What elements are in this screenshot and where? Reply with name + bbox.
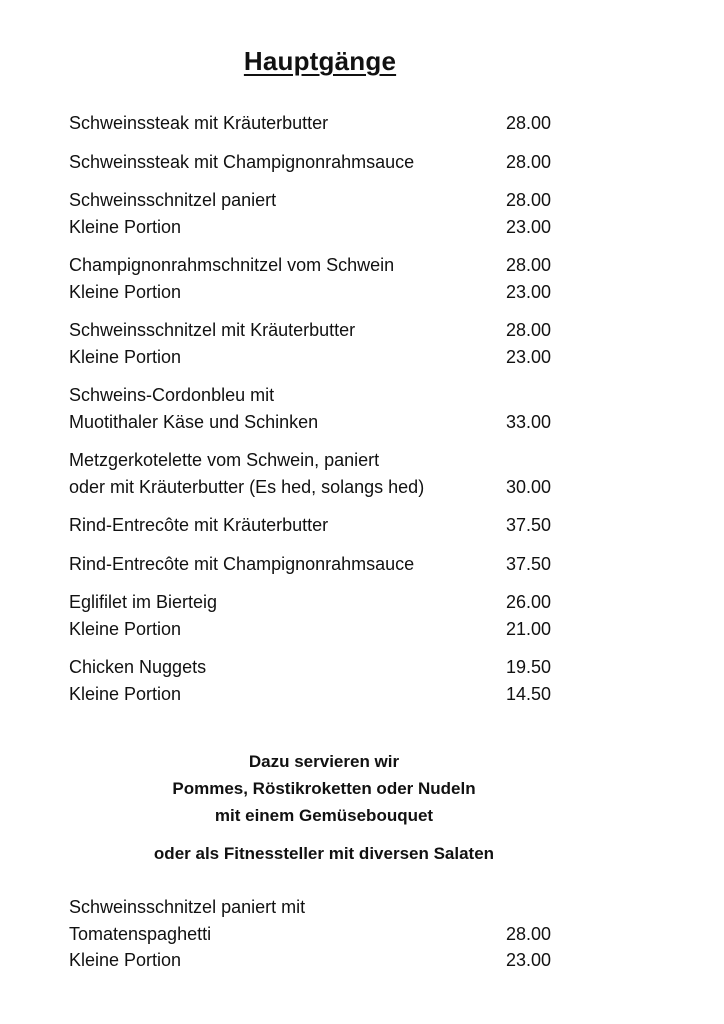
menu-item bbox=[69, 512, 551, 539]
dish-price: 37.50 bbox=[505, 553, 551, 574]
dish-price: 28.00 bbox=[505, 255, 551, 275]
dish-name: Chicken Nuggets bbox=[69, 657, 207, 677]
dish-price: 28.00 bbox=[505, 113, 551, 133]
menu-item bbox=[69, 551, 551, 578]
dish-name: Schweinsschnitzel mit Kräuterbutter bbox=[69, 320, 356, 340]
dish-price: 33.00 bbox=[505, 411, 551, 432]
menu-line bbox=[69, 252, 551, 279]
dish-name: Rind-Entrecôte mit Kräuterbutter bbox=[69, 515, 329, 535]
dish-name: Kleine Portion bbox=[69, 281, 182, 302]
dish-price: 26.00 bbox=[505, 592, 551, 612]
menu-line bbox=[69, 654, 551, 681]
dish-price: 30.00 bbox=[505, 476, 551, 497]
menu-item bbox=[69, 149, 551, 176]
side-note-line-3: mit einem Gemüsebouquet bbox=[214, 806, 434, 825]
menu-line bbox=[69, 187, 551, 214]
menu-line bbox=[69, 947, 551, 974]
menu-line bbox=[69, 279, 551, 306]
extra-menu-item bbox=[69, 894, 551, 974]
menu-line bbox=[69, 474, 551, 501]
dish-name: Metzgerkotelette vom Schwein, paniert bbox=[69, 450, 380, 470]
dish-name: Schweins-Cordonbleu mit bbox=[69, 385, 275, 405]
menu-line bbox=[69, 512, 551, 539]
dish-name: Schweinssteak mit Champignonrahmsauce bbox=[69, 151, 415, 172]
menu-line bbox=[69, 921, 551, 948]
dish-name: Kleine Portion bbox=[69, 346, 182, 367]
dish-price: 37.50 bbox=[505, 515, 551, 535]
dish-price: 28.00 bbox=[505, 151, 551, 172]
menu-line bbox=[69, 894, 551, 921]
menu-line bbox=[69, 681, 551, 708]
menu-line bbox=[69, 382, 551, 409]
dish-price: 23.00 bbox=[505, 346, 551, 367]
menu-line bbox=[69, 616, 551, 643]
dish-name: Kleine Portion bbox=[69, 216, 182, 237]
menu-line bbox=[69, 214, 551, 241]
dish-name: Eglifilet im Bierteig bbox=[69, 592, 218, 612]
dish-price: 19.50 bbox=[505, 657, 551, 677]
menu-list bbox=[69, 110, 551, 719]
menu-item bbox=[69, 654, 551, 707]
dish-name: oder mit Kräuterbutter (Es hed, solangs hed) bbox=[69, 476, 425, 497]
menu-item bbox=[69, 187, 551, 240]
dish-price: 23.00 bbox=[505, 216, 551, 237]
menu-item bbox=[69, 382, 551, 435]
menu-item bbox=[69, 110, 551, 137]
menu-item bbox=[69, 589, 551, 642]
dish-price: 21.00 bbox=[505, 618, 551, 639]
fitness-plate-note: oder als Fitnessteller mit diversen Salaten bbox=[153, 844, 495, 863]
menu-line bbox=[69, 447, 551, 474]
menu-line bbox=[69, 551, 551, 578]
side-note-line-2: Pommes, Röstikroketten oder Nudeln bbox=[172, 779, 476, 798]
dish-price: 28.00 bbox=[505, 320, 551, 340]
dish-name: Kleine Portion bbox=[69, 950, 182, 970]
menu-item bbox=[69, 252, 551, 305]
menu-item bbox=[69, 447, 551, 500]
menu-line bbox=[69, 409, 551, 436]
menu-line bbox=[69, 149, 551, 176]
dish-price: 14.50 bbox=[505, 683, 551, 704]
page-title: Hauptgänge bbox=[243, 46, 397, 76]
menu-item bbox=[69, 317, 551, 370]
dish-price: 23.00 bbox=[505, 281, 551, 302]
dish-price: 28.00 bbox=[505, 923, 551, 944]
dish-price: 28.00 bbox=[505, 190, 551, 210]
dish-name: Schweinssteak mit Kräuterbutter bbox=[69, 113, 329, 133]
dish-name: Tomatenspaghetti bbox=[69, 923, 212, 944]
dish-name: Muotithaler Käse und Schinken bbox=[69, 411, 319, 432]
side-note-line-1: Dazu servieren wir bbox=[248, 752, 400, 771]
dish-name: Rind-Entrecôte mit Champignonrahmsauce bbox=[69, 553, 415, 574]
dish-name: Kleine Portion bbox=[69, 618, 182, 639]
dish-name: Kleine Portion bbox=[69, 683, 182, 704]
side-dishes-note bbox=[0, 748, 648, 867]
dish-price: 23.00 bbox=[505, 950, 551, 970]
menu-line bbox=[69, 110, 551, 137]
menu-line bbox=[69, 344, 551, 371]
menu-line bbox=[69, 317, 551, 344]
dish-name: Schweinsschnitzel paniert bbox=[69, 190, 277, 210]
menu-line bbox=[69, 589, 551, 616]
dish-name: Champignonrahmschnitzel vom Schwein bbox=[69, 255, 395, 275]
dish-name: Schweinsschnitzel paniert mit bbox=[69, 897, 306, 917]
